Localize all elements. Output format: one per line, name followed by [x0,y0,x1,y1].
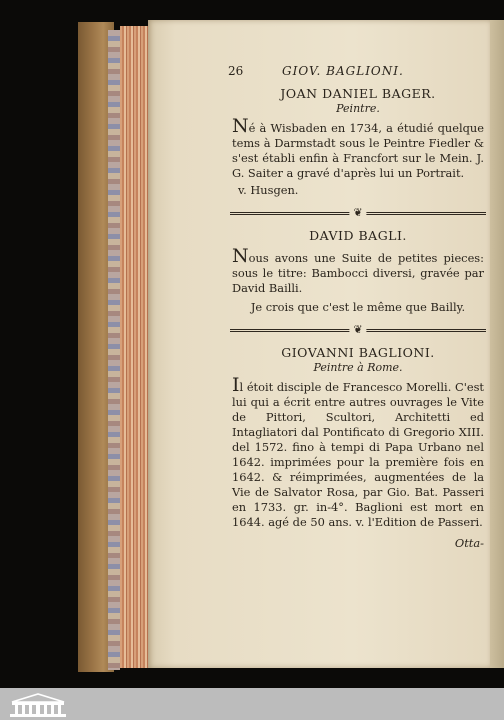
entry-text: Né à Wisbaden en 1734, a étudié quelque tems à Darmstadt sous le Peintre Fiedler & s'est établi enfin à Francfort sur le Mein. J. G. Saiter a gravé d'après lui un Portrait. [232,115,484,180]
fleuron-icon: ❦ [349,206,366,220]
viewer-footer-bar [0,688,504,720]
initial-letter: N [232,245,249,267]
entry-title: DAVID BAGLI. [309,228,407,243]
marbled-endpaper [108,30,120,670]
entry-title: JOAN DANIEL BAGER. [280,86,436,101]
page-content [228,64,484,551]
entry-bagli [232,228,484,315]
entry-text: Il étoit disciple de Francesco Morelli. C'est lui qui a écrit entre autres ouvrages le Vite de Pittori, Scultori, Architetti ed Intagliatori dal Pontificato di Gregorio XIII. del 1572. fino à tempi di Papa Urbano nel 1642. imprimées pour la première fois en 1642. & réimprimées, augmentées de la Vie de Salvator Rosa, par Gio. Bat. Passeri en 1733. gr. in-4°. Baglioni est mort en 1644. agé de 50 ans. v. l'Edition de Passeri. [232,374,484,529]
running-head [228,64,484,84]
catchword: Otta- [454,536,484,550]
ornamental-rule [230,206,486,220]
entry-title: GIOVANNI BAGLIONI. [281,345,435,360]
entry-text: Nous avons une Suite de petites pieces: sous le titre: Bambocci diversi, gravée par David Bailli. [232,245,484,295]
initial-letter: I [232,374,240,396]
facing-page-edge [490,20,504,668]
fleuron-icon: ❦ [349,323,366,337]
page-number: 26 [228,64,244,78]
page-edges [120,26,148,668]
running-title: GIOV. BAGLIONI. [282,64,404,78]
entry-note: Je crois que c'est le même que Bailly. [250,300,466,314]
initial-letter: N [232,115,249,137]
entry-bager [232,86,484,198]
entry-baglioni [232,345,484,530]
entry-role: Peintre. [336,102,380,115]
entry-note: v. Husgen. [238,183,299,197]
entry-role: Peintre à Rome. [313,361,403,374]
ornamental-rule [230,323,486,337]
library-building-icon [6,692,70,718]
